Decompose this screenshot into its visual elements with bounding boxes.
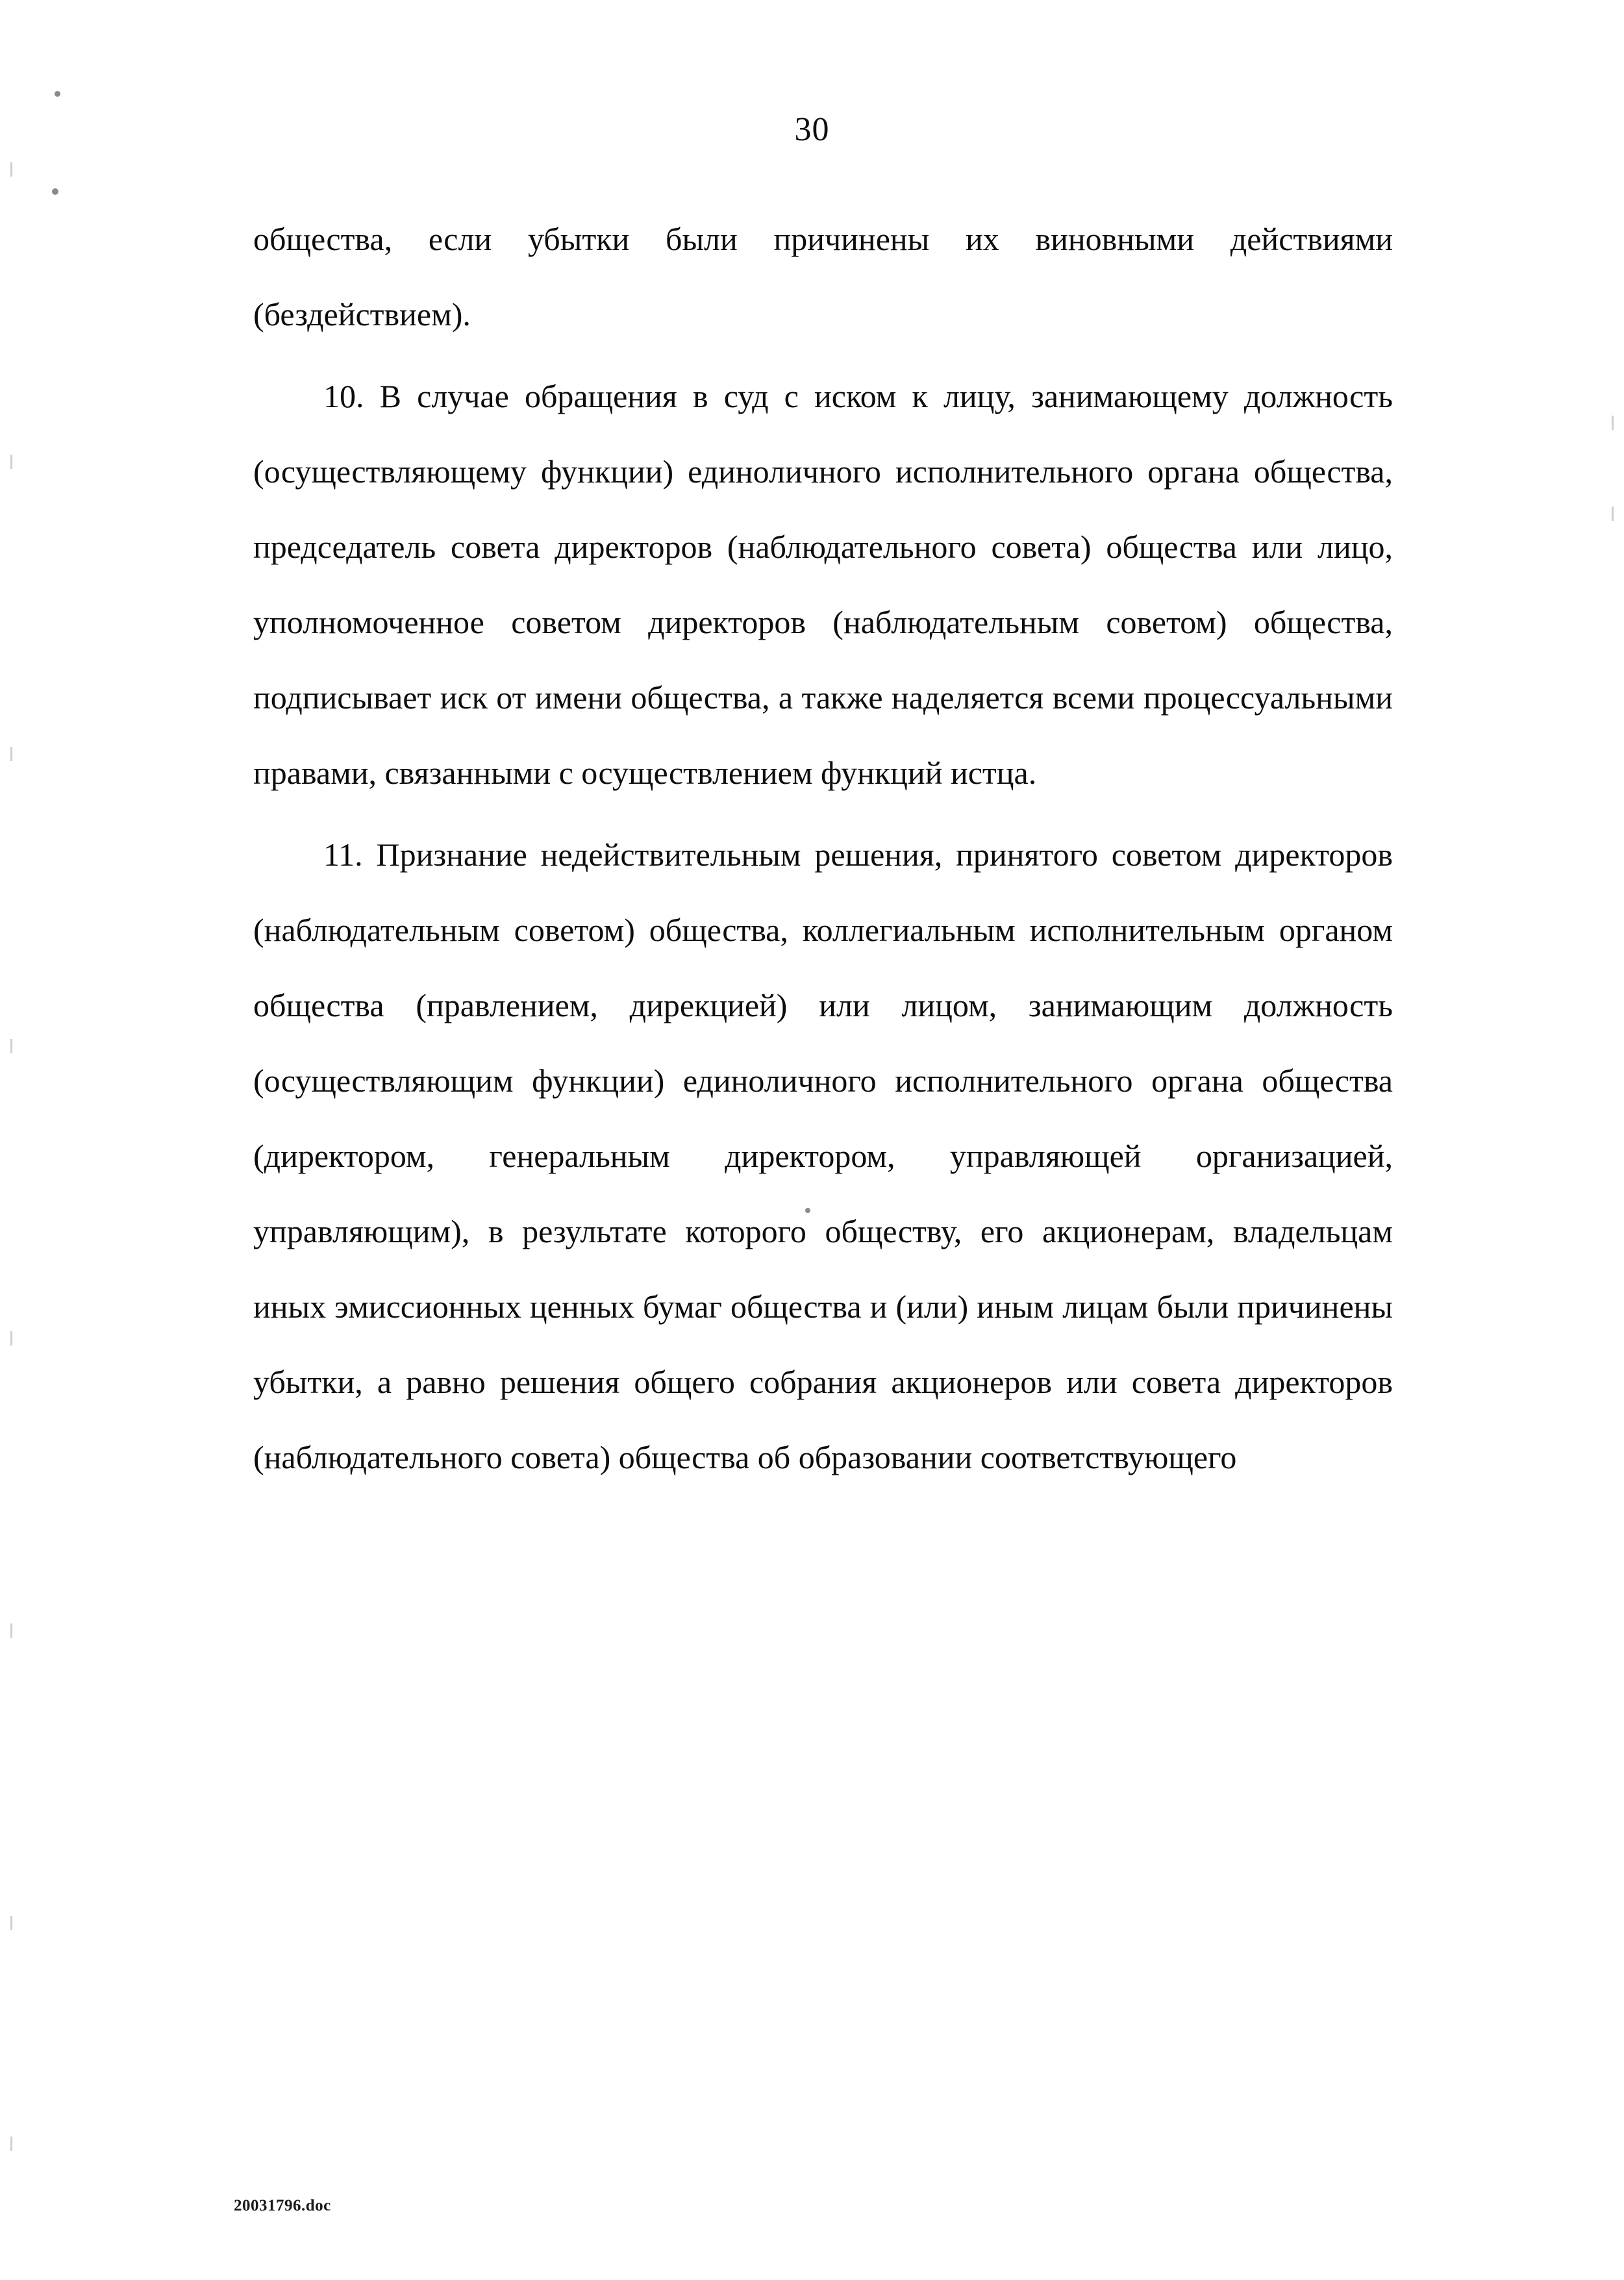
scan-edge-tick bbox=[10, 1331, 12, 1346]
scan-edge-tick bbox=[10, 162, 12, 177]
scan-edge-tick bbox=[10, 455, 12, 469]
document-body bbox=[253, 201, 1393, 1501]
scan-artifact-speck bbox=[52, 188, 58, 195]
scan-edge-tick bbox=[10, 1916, 12, 1930]
scan-edge-tick bbox=[10, 2136, 12, 2151]
paragraph-item-10: 10. В случае обращения в суд с иском к лицу, занимающему должность (осуществляющему функции) единоличного исполнительного органа общества, председатель совета директоров (наблюдательного совета) общества или лицо, уполномоченное советом директоров (наблюдательным советом) общества, подписывает иск от имени общества, а также наделяется всеми процессуальными правами, связанными с осуществлением функций истца. bbox=[253, 378, 1393, 791]
paragraph-continuation: общества, если убытки были причинены их виновными действиями (бездействием). bbox=[253, 221, 1393, 332]
page-number: 30 bbox=[794, 111, 830, 148]
footer-filename: 20031796.doc bbox=[234, 2197, 331, 2214]
scan-edge-tick bbox=[1612, 416, 1614, 430]
scan-edge-tick bbox=[10, 1039, 12, 1053]
scan-edge-tick bbox=[10, 747, 12, 761]
scan-edge-tick bbox=[1612, 507, 1614, 521]
scan-artifact-speck bbox=[55, 91, 60, 97]
scan-edge-tick bbox=[10, 1623, 12, 1638]
paragraph-item-11: 11. Признание недействительным решения, принятого советом директоров (наблюдательным советом) общества, коллегиальным исполнительным органом общества (правлением, дирекцией) или лицом, занимающим должность (осуществляющим функции) единоличного исполнительного органа общества (директором, генеральным директором, управляющей организацией, управляющим), в результате которого обществу, его акционерам, владельцам иных эмиссионных ценных бумаг общества и (или) иным лицам были причинены убытки, а равно решения общего собрания акционеров или совета директоров (наблюдательного совета) общества об образовании соответствующего bbox=[253, 836, 1393, 1475]
